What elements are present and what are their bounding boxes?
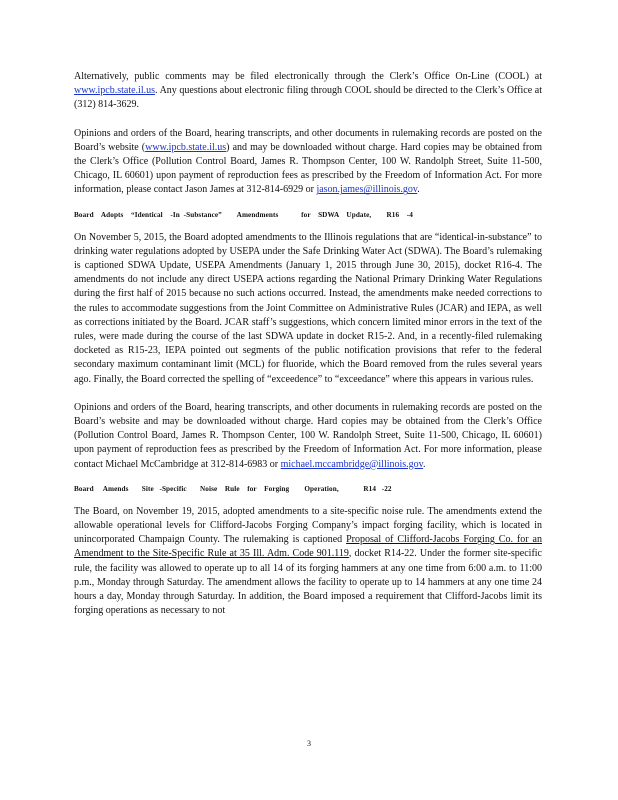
sdwa-update-paragraph: On November 5, 2015, the Board adopted amendments to the Illinois regulations that are “identical-in-substance” to drinking water regulations adopted by USEPA under the Safe Drinking Water Act (SDWA). The Board’s rulemaking is captioned SDWA Update, USEPA Amendments (January 1, 2015 through June 30, 2015), docket R16-4. The amendments do not include any direct USEPA actions regarding the National Primary Drinking Water Regulations during the first half of 2015 because no such actions occurred. Instead, the amendments make needed corrections to the rules to accommodate suggestions from the Joint Committee on Administrative Rules (JCAR) and IEPA, as well as corrections initiated by the Board. JCAR staff’s suggestions, which concern limited minor errors in the text of the rules, were made during the course of the last SDWA update in docket R15-2. And, in a recently-filed rulemaking docketed as R15-23, IEPA pointed out segments of the public notification provisions that refer to the federal secondary maximum contaminant limit (MCL) for fluoride, which the Board removed from the rules several years ago. Finally, the Board corrected the spelling of “exceedence” to “exceedance” where this appears in various rules.: [74, 231, 542, 385]
ipcb-website-link[interactable]: www.ipcb.state.il.us: [145, 141, 227, 153]
email-link-jason-james[interactable]: jason.james@illinois.gov: [316, 184, 418, 196]
text: The Board, on November 19, 2015, adopted amendments to a site-specific noise rule. The amendments extend the allowable operational levels for Clifford-Jacobs Forging Company’s impact forging facility, which is located in unincorporated Champaign County. The rulemaking is captioned: [74, 505, 542, 546]
email-link-michael-mccambridge[interactable]: michael.mccambridge@illinois.gov: [280, 458, 424, 470]
board-documents-paragraph-2: [74, 401, 542, 472]
section-heading-noise-rule: Board Amends Site -Specific Noise Rule for Forging Operation, R14 -22: [74, 484, 392, 493]
page-number: 3: [307, 739, 311, 748]
text: Opinions and orders of the Board, hearing transcripts, and other documents in rulemaking records are posted on the Board’s website (: [74, 127, 542, 153]
text: Alternatively, public comments may be filed electronically through the Clerk’s Office On-Line (COOL) at: [74, 71, 542, 82]
text: . Any questions about electronic filing through COOL should be directed to the Clerk’s Office at (312) 814-3629.: [74, 85, 542, 111]
document-page: [74, 70, 542, 619]
noise-rule-paragraph: [74, 505, 542, 619]
text: .: [417, 184, 420, 196]
text: Opinions and orders of the Board, hearing transcripts, and other documents in rulemaking records are posted on the Board’s website and may be downloaded without charge. Hard copies may be obtained from the Clerk’s Office (Pollution Control Board, James R. Thompson Center, 100 W. Randolph Street, Suite 11-500, Chicago, IL 60601) upon payment of reproduction fees as prescribed by the Freedom of Information Act. For more information, please contact Michael McCambridge at 312-814-6983 or: [74, 401, 542, 470]
board-documents-paragraph: [74, 127, 542, 198]
cool-filing-paragraph: [74, 70, 542, 113]
text: , docket R14-22. Under the former site-specific rule, the facility was allowed to operate up to all 14 of its forging hammers at any one time from 6:00 a.m. to 11:00 p.m., Monday through Saturday. The amendment allows the facility to operate up to 14 hammers at any one time 24 hours a day, Monday through Saturday. In addition, the Board imposed a requirement that Clifford-Jacobs limit its forging operations as necessary to not: [74, 548, 542, 617]
ipcb-website-link[interactable]: www.ipcb.state.il.us: [74, 85, 156, 97]
text: ) and may be downloaded without charge. Hard copies may be obtained from the Clerk’s Office (Pollution Control Board, James R. Thompson Center, 100 W. Randolph Street, Suite 11-500, Chicago, IL 60601) upon payment of reproduction fees as prescribed by the Freedom of Information Act. For more information, please contact Jason James at 312-814-6929 or: [74, 141, 542, 196]
text: .: [423, 458, 426, 470]
section-heading-sdwa-update: Board Adopts “Identical -In -Substance” Amendments for SDWA Update, R16 -4: [74, 210, 413, 219]
rulemaking-caption: Proposal of Clifford-Jacobs Forging Co. for an Amendment to the Site-Specific Rule at 35 Ill. Adm. Code 901.119: [74, 534, 542, 560]
